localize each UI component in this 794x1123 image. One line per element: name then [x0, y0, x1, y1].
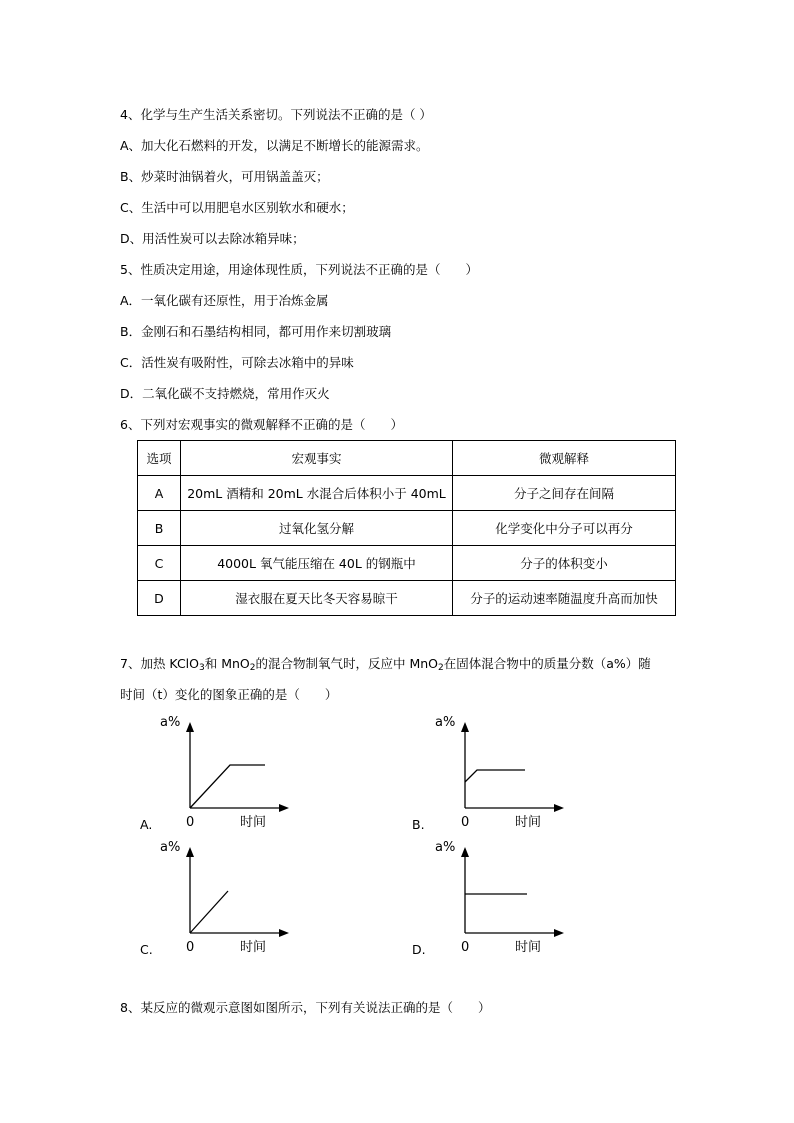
table-header-cell: 微观解释: [453, 441, 676, 476]
graph-c-y-label: a%: [160, 840, 181, 855]
table-row: [138, 546, 676, 581]
graph-d-x-label: 时间: [515, 940, 542, 955]
table-cell: A: [138, 476, 181, 511]
table-cell: D: [138, 581, 181, 616]
q6-stem: 6、下列对宏观事实的微观解释不正确的是（ ）: [120, 417, 403, 432]
graph-a-x-arrow: [279, 804, 289, 812]
graph-d-y-arrow: [461, 847, 469, 857]
graph-a-origin: 0: [186, 815, 195, 830]
graph-c-y-arrow: [186, 847, 194, 857]
q4-option-a: A、加大化石燃料的开发，以满足不断增长的能源需求。: [120, 138, 429, 153]
graph-d-y-label: a%: [435, 840, 456, 855]
table-row: [138, 476, 676, 511]
graph-c-curve: [190, 891, 228, 933]
graph-c-origin: 0: [186, 940, 195, 955]
table-cell: 分子的体积变小: [453, 546, 676, 581]
table-cell: 分子的运动速率随温度升高而加快: [453, 581, 676, 616]
graph-c: [155, 835, 290, 960]
q4-option-c: C、生活中可以用肥皂水区别软水和硬水；: [120, 200, 354, 215]
graph-d-origin: 0: [461, 940, 470, 955]
table-cell: B: [138, 511, 181, 546]
graph-b-x-label: 时间: [515, 815, 542, 830]
graph-b-curve: [465, 770, 525, 782]
table-cell: 4000L 氧气能压缩在 40L 的钢瓶中: [181, 546, 453, 581]
graph-b-origin: 0: [461, 815, 470, 830]
q4-option-b: B、炒菜时油锅着火，可用锅盖盖灭；: [120, 169, 329, 184]
table-cell: 湿衣服在夏天比冬天容易晾干: [181, 581, 453, 616]
graph-a-x-label: 时间: [240, 815, 267, 830]
table-row: [138, 581, 676, 616]
q7-stem: 7、加热 KClO$_3$和 MnO$_2$的混合物制氧气时，反应中 MnO$_2$在固体混合物中的质量分数（a%）随: [120, 656, 651, 673]
table-header-cell: 宏观事实: [181, 441, 453, 476]
graph-b-y-label: a%: [435, 715, 456, 730]
table-cell: 过氧化氢分解: [181, 511, 453, 546]
table-row: [138, 511, 676, 546]
q8-stem: 8、某反应的微观示意图如图所示，下列有关说法正确的是（ ）: [120, 1000, 491, 1015]
graph-c-x-arrow: [279, 929, 289, 937]
graph-c-x-label: 时间: [240, 940, 267, 955]
graph-b-y-arrow: [461, 722, 469, 732]
q5-stem: 5、性质决定用途，用途体现性质，下列说法不正确的是（ ）: [120, 262, 478, 277]
table-cell: 化学变化中分子可以再分: [453, 511, 676, 546]
graph-d-x-arrow: [554, 929, 564, 937]
graph-b-x-arrow: [554, 804, 564, 812]
graph-a: [155, 710, 290, 835]
q4-option-d: D、用活性炭可以去除冰箱异味；: [120, 231, 305, 246]
q5-option-a: A．一氧化碳有还原性，用于冶炼金属: [120, 293, 329, 308]
q5-option-b: B．金刚石和石墨结构相同，都可用作来切割玻璃: [120, 324, 392, 339]
graph-d: [430, 835, 565, 960]
table-header-row: [138, 441, 676, 476]
table-header-cell: 选项: [138, 441, 181, 476]
q6-table: [137, 440, 676, 616]
graph-d-option-label: D.: [412, 942, 426, 957]
table-cell: 分子之间存在间隔: [453, 476, 676, 511]
graph-a-curve: [190, 765, 265, 808]
q5-option-c: C．活性炭有吸附性，可除去冰箱中的异味: [120, 355, 354, 370]
graph-a-option-label: A.: [140, 817, 153, 832]
graph-c-option-label: C.: [140, 942, 153, 957]
graph-b: [430, 710, 565, 835]
q7-stem-line2: 时间（t）变化的图象正确的是（ ）: [120, 687, 338, 702]
graph-a-y-label: a%: [160, 715, 181, 730]
table-cell: C: [138, 546, 181, 581]
table-cell: 20mL 酒精和 20mL 水混合后体积小于 40mL: [181, 476, 453, 511]
q5-option-d: D．二氧化碳不支持燃烧，常用作灭火: [120, 386, 330, 401]
q4-stem: 4、化学与生产生活关系密切。下列说法不正确的是（ ）: [120, 107, 432, 122]
graph-b-option-label: B.: [412, 817, 425, 832]
graph-a-y-arrow: [186, 722, 194, 732]
